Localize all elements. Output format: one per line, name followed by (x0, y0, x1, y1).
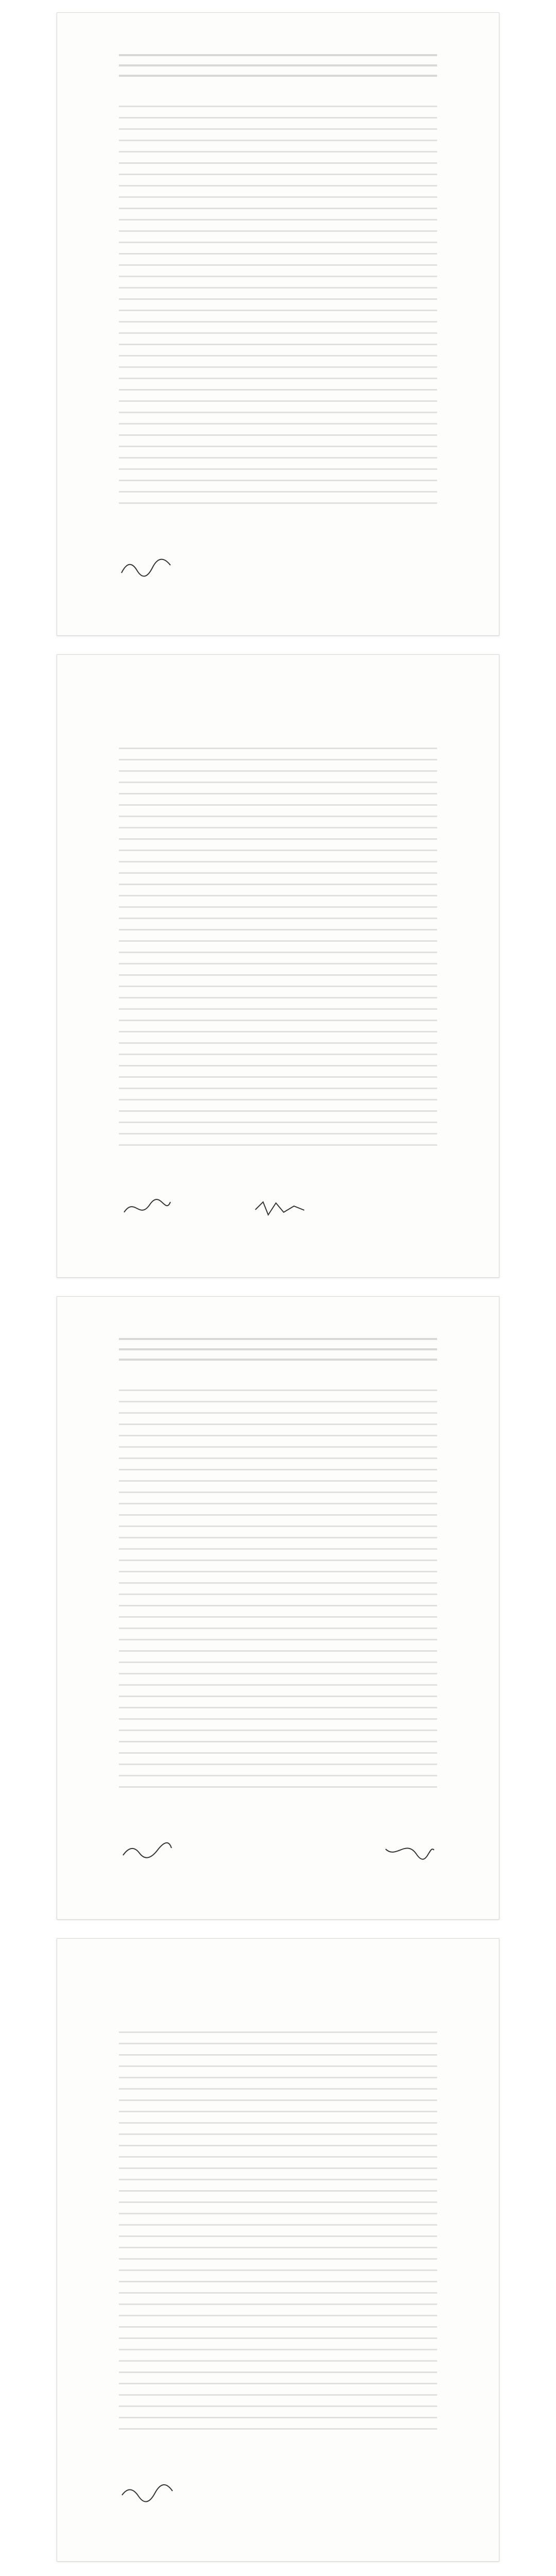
page-header (119, 54, 437, 85)
signature-area (119, 1826, 437, 1862)
signature-scribble (119, 555, 176, 579)
page-body-text (119, 1389, 437, 1795)
document-page-1 (57, 12, 499, 636)
signature-scribble (119, 1197, 176, 1221)
signature-scribble (119, 1839, 176, 1862)
signature-area (119, 1184, 437, 1221)
signature-scribble (253, 1197, 309, 1221)
page-body-text (119, 106, 437, 512)
signature-area (119, 543, 437, 579)
signature-area (119, 2468, 437, 2504)
page-body-text (119, 748, 437, 1154)
section-heading (119, 1338, 437, 1369)
signature-scribble (119, 2481, 176, 2504)
document-page-3 (57, 1296, 499, 1920)
signature-scribble (380, 1839, 437, 1862)
page-body-text (119, 2031, 437, 2437)
document-page-4 (57, 1938, 499, 2562)
document-page-2 (57, 654, 499, 1278)
